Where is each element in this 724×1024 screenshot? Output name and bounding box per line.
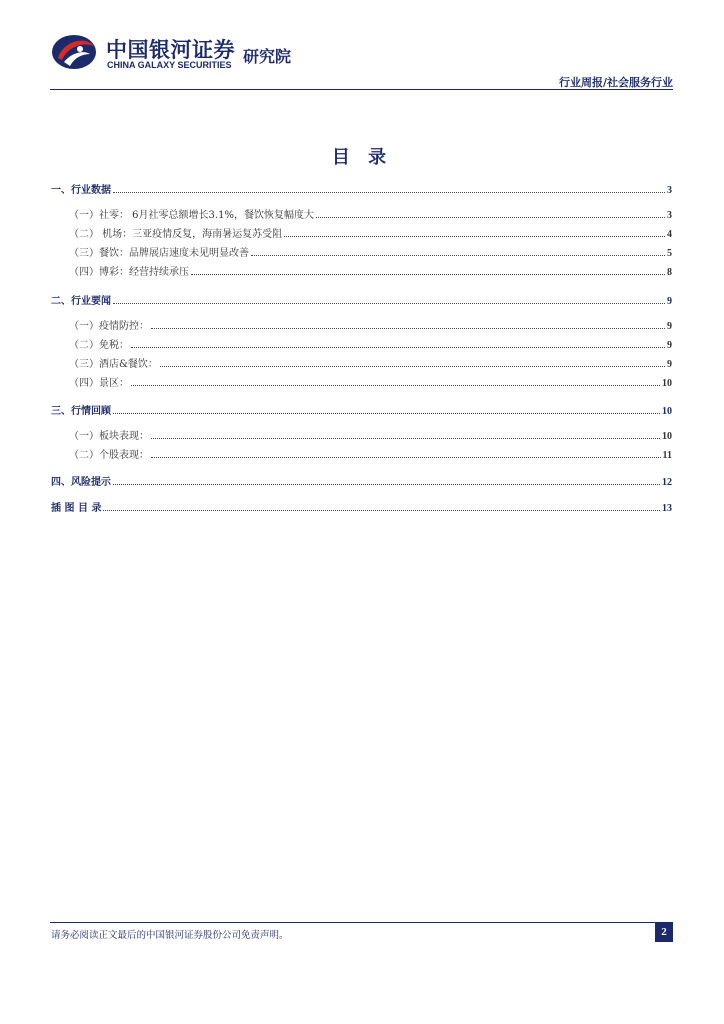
- toc-leader-dots: [151, 320, 665, 329]
- toc-entry-label: （四）景区：: [69, 378, 129, 389]
- toc-entry-label: 二、行业要闻: [51, 296, 111, 307]
- toc-entry-page: 10: [662, 406, 672, 417]
- toc-entry[interactable]: [51, 244, 672, 260]
- toc-entry-page: 8: [667, 267, 672, 278]
- toc-entry-page: 11: [662, 450, 672, 461]
- toc-entry-page: 9: [667, 296, 672, 307]
- toc-entry-label: 四、风险提示: [51, 477, 111, 488]
- toc-entry-page: 3: [667, 185, 672, 196]
- toc-entry-label: （四）博彩：经营持续承压: [69, 267, 189, 278]
- toc-entry[interactable]: [51, 225, 672, 241]
- toc-leader-dots: [113, 295, 665, 304]
- toc-entry-label: 一、行业数据: [51, 185, 111, 196]
- footer-disclaimer: 请务必阅读正文最后的中国银河证券股份公司免责声明。: [51, 930, 289, 941]
- toc-entry[interactable]: [51, 317, 672, 333]
- toc-entry-label: （一）疫情防控：: [69, 321, 149, 332]
- toc-entry-page: 12: [662, 477, 672, 488]
- logo-english-name: CHINA GALAXY SECURITIES: [107, 60, 232, 70]
- toc-entry-page: 4: [667, 229, 672, 240]
- toc-entry[interactable]: [51, 355, 672, 371]
- toc-entry-page: 10: [662, 378, 672, 389]
- toc-entry[interactable]: [51, 292, 672, 308]
- toc-entry-label: （一）社零： 6月社零总额增长3.1%，餐饮恢复幅度大: [69, 210, 314, 221]
- toc-entry-label: （三）酒店&餐饮：: [69, 359, 158, 370]
- toc-title: 目 录: [331, 147, 393, 168]
- toc-leader-dots: [131, 377, 660, 386]
- toc-leader-dots: [103, 502, 660, 511]
- toc-leader-dots: [151, 449, 661, 458]
- toc-leader-dots: [113, 184, 665, 193]
- toc-entry-page: 9: [667, 340, 672, 351]
- toc-leader-dots: [113, 476, 660, 485]
- toc-entry-page: 3: [667, 210, 672, 221]
- toc-entry-page: 5: [667, 248, 672, 259]
- toc-entry-page: 9: [667, 321, 672, 332]
- toc-entry-label: （二）个股表现：: [69, 450, 149, 461]
- page-number: 2: [655, 923, 673, 942]
- toc-entry-label: （二）免税：: [69, 340, 129, 351]
- toc-entry-page: 13: [662, 503, 672, 514]
- toc-entry[interactable]: [51, 427, 672, 443]
- toc-entry[interactable]: [51, 499, 672, 515]
- institute-label: 研究院: [243, 47, 292, 66]
- toc-leader-dots: [131, 339, 665, 348]
- toc-entry-page: 9: [667, 359, 672, 370]
- page-header: [0, 0, 724, 95]
- toc-entry-page: 10: [662, 431, 672, 442]
- toc-leader-dots: [251, 247, 665, 256]
- toc-entry[interactable]: [51, 473, 672, 489]
- toc-entry[interactable]: [51, 402, 672, 418]
- header-divider: [50, 89, 673, 90]
- toc-entry-label: 三、行情回顾: [51, 406, 111, 417]
- galaxy-logo-icon: [50, 32, 98, 72]
- toc-leader-dots: [191, 266, 665, 275]
- toc-entry[interactable]: [51, 206, 672, 222]
- report-type: 行业周报/社会服务行业: [558, 76, 673, 89]
- toc-leader-dots: [284, 228, 665, 237]
- logo-chinese-name: 中国银河证券: [106, 38, 235, 62]
- toc-leader-dots: [316, 209, 665, 218]
- toc-leader-dots: [160, 358, 665, 367]
- toc-entry[interactable]: [51, 181, 672, 197]
- toc-entry-label: （二） 机场：三亚疫情反复，海南暑运复苏受阻: [69, 229, 283, 240]
- toc-entry-label: （一）板块表现：: [69, 431, 149, 442]
- footer-divider: [50, 922, 673, 923]
- toc-leader-dots: [151, 430, 660, 439]
- toc-entry[interactable]: [51, 446, 672, 462]
- toc-entry[interactable]: [51, 374, 672, 390]
- toc-entry-label: 插 图 目 录: [51, 503, 102, 514]
- toc-entry[interactable]: [51, 263, 672, 279]
- toc-entry[interactable]: [51, 336, 672, 352]
- toc-leader-dots: [113, 405, 660, 414]
- toc-entry-label: （三）餐饮：品牌展店速度未见明显改善: [69, 248, 249, 259]
